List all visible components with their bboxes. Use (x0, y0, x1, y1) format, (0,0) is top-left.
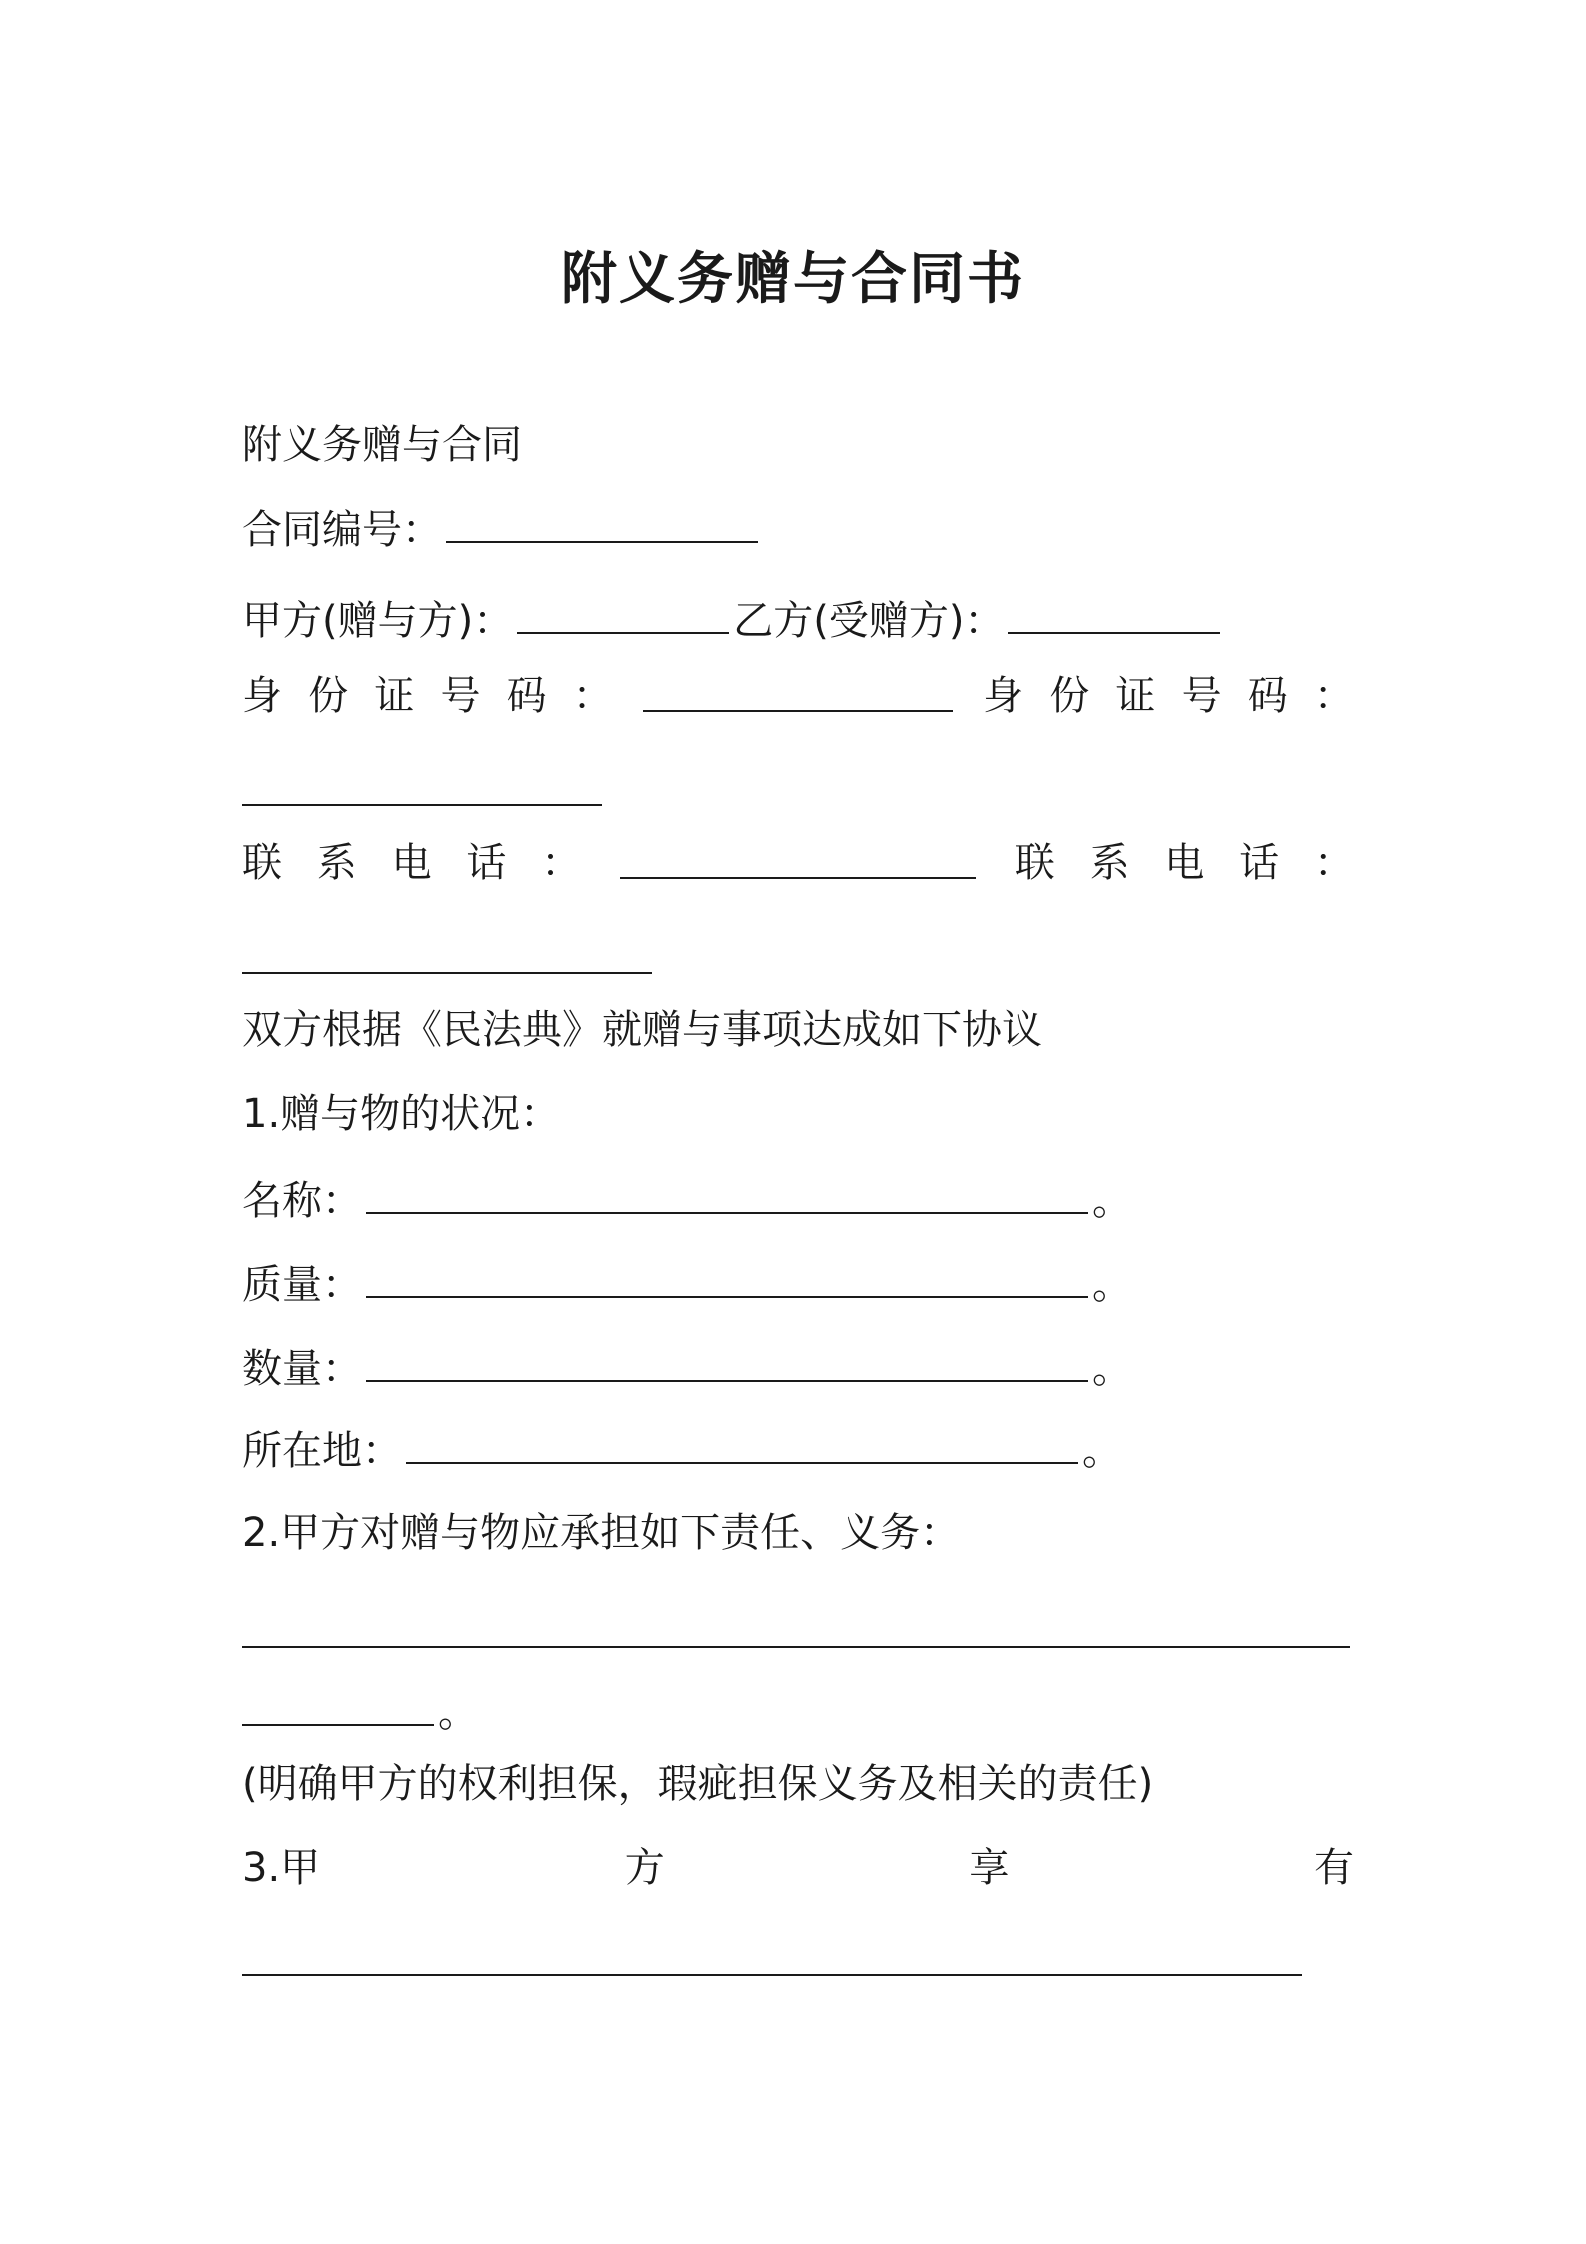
name-blank[interactable] (366, 1178, 1088, 1214)
location-row (242, 1428, 1354, 1474)
item2-blank-2[interactable] (242, 1690, 434, 1726)
phone-char-b-2: 电 (1164, 840, 1205, 886)
quality-label: 质量： (242, 1262, 362, 1308)
id-char-b-1: 份 (1049, 673, 1090, 719)
phone-b-continuation (242, 938, 1354, 981)
id-b-continuation (242, 770, 1354, 813)
phone-b-blank[interactable] (242, 938, 652, 974)
item2-period: 。 (438, 1690, 478, 1736)
quality-period: 。 (1092, 1262, 1132, 1308)
quantity-period: 。 (1092, 1346, 1132, 1392)
id-char-b-4: 码 (1247, 673, 1288, 719)
name-row (242, 1178, 1354, 1224)
phone-char-b-0: 联 (1014, 840, 1055, 886)
id-char-b-5: ： (1313, 673, 1354, 719)
phone-char-b-4: ： (1313, 840, 1354, 886)
item2-heading: 2.甲方对赠与物应承担如下责任、义务： (242, 1510, 961, 1556)
id-char-b-2: 证 (1115, 673, 1156, 719)
contract-number-blank[interactable] (446, 507, 758, 543)
item3-word-2: 享 (969, 1845, 1010, 1891)
location-blank[interactable] (406, 1428, 1078, 1464)
party-b-blank[interactable] (1008, 598, 1220, 634)
subtitle: 附义务赠与合同 (242, 422, 522, 468)
id-char-a-5: ： (572, 673, 613, 719)
party-b-label: 乙方(受赠方)： (733, 598, 1005, 644)
phone-row (242, 840, 1354, 886)
item3-heading (242, 1845, 1354, 1891)
page-title: 附义务赠与合同书 (561, 247, 1025, 312)
contract-number-label: 合同编号： (242, 507, 442, 553)
phone-char-a-1: 系 (316, 840, 357, 886)
phone-char-a-3: 话 (466, 840, 507, 886)
location-period: 。 (1082, 1428, 1122, 1474)
parties-row (242, 598, 1354, 644)
phone-char-a-4: ： (541, 840, 582, 886)
intro-text: 双方根据《民法典》就赠与事项达成如下协议 (242, 1007, 1042, 1053)
id-char-b-3: 号 (1181, 673, 1222, 719)
phone-char-a-0: 联 (242, 840, 282, 886)
quality-row (242, 1262, 1354, 1308)
id-char-a-2: 证 (374, 673, 415, 719)
item2-note: (明确甲方的权利担保，瑕疵担保义务及相关的责任) (242, 1761, 1154, 1807)
id-char-b-0: 身 (983, 673, 1024, 719)
item1-heading: 1.赠与物的状况： (242, 1091, 561, 1137)
item2-blank-line-1 (242, 1612, 1354, 1655)
quantity-blank[interactable] (366, 1346, 1088, 1382)
id-char-a-0: 身 (242, 673, 282, 719)
quantity-label: 数量： (242, 1346, 362, 1392)
name-period: 。 (1092, 1178, 1132, 1224)
id-char-a-4: 码 (506, 673, 547, 719)
phone-char-b-3: 话 (1239, 840, 1280, 886)
item3-blank-line (242, 1940, 1354, 1983)
item3-word-1: 方 (624, 1845, 665, 1891)
party-a-blank[interactable] (517, 598, 729, 634)
contract-number-row (242, 507, 1354, 553)
item2-blank-line-2 (242, 1690, 1354, 1736)
name-label: 名称： (242, 1178, 362, 1224)
id-b-blank[interactable] (242, 770, 602, 806)
location-label: 所在地： (242, 1428, 402, 1474)
item3-word-3: 有 (1314, 1845, 1354, 1891)
phone-char-a-2: 电 (391, 840, 432, 886)
quantity-row (242, 1346, 1354, 1392)
id-char-a-3: 号 (440, 673, 481, 719)
item3-word-0: 3.甲 (242, 1845, 321, 1891)
item3-blank[interactable] (242, 1940, 1302, 1976)
item2-blank-1[interactable] (242, 1612, 1350, 1648)
quality-blank[interactable] (366, 1262, 1088, 1298)
id-number-row (242, 673, 1354, 719)
phone-a-blank[interactable] (620, 843, 976, 879)
id-char-a-1: 份 (308, 673, 349, 719)
phone-char-b-1: 系 (1089, 840, 1130, 886)
id-a-blank[interactable] (643, 676, 953, 712)
party-a-label: 甲方(赠与方)： (242, 598, 514, 644)
